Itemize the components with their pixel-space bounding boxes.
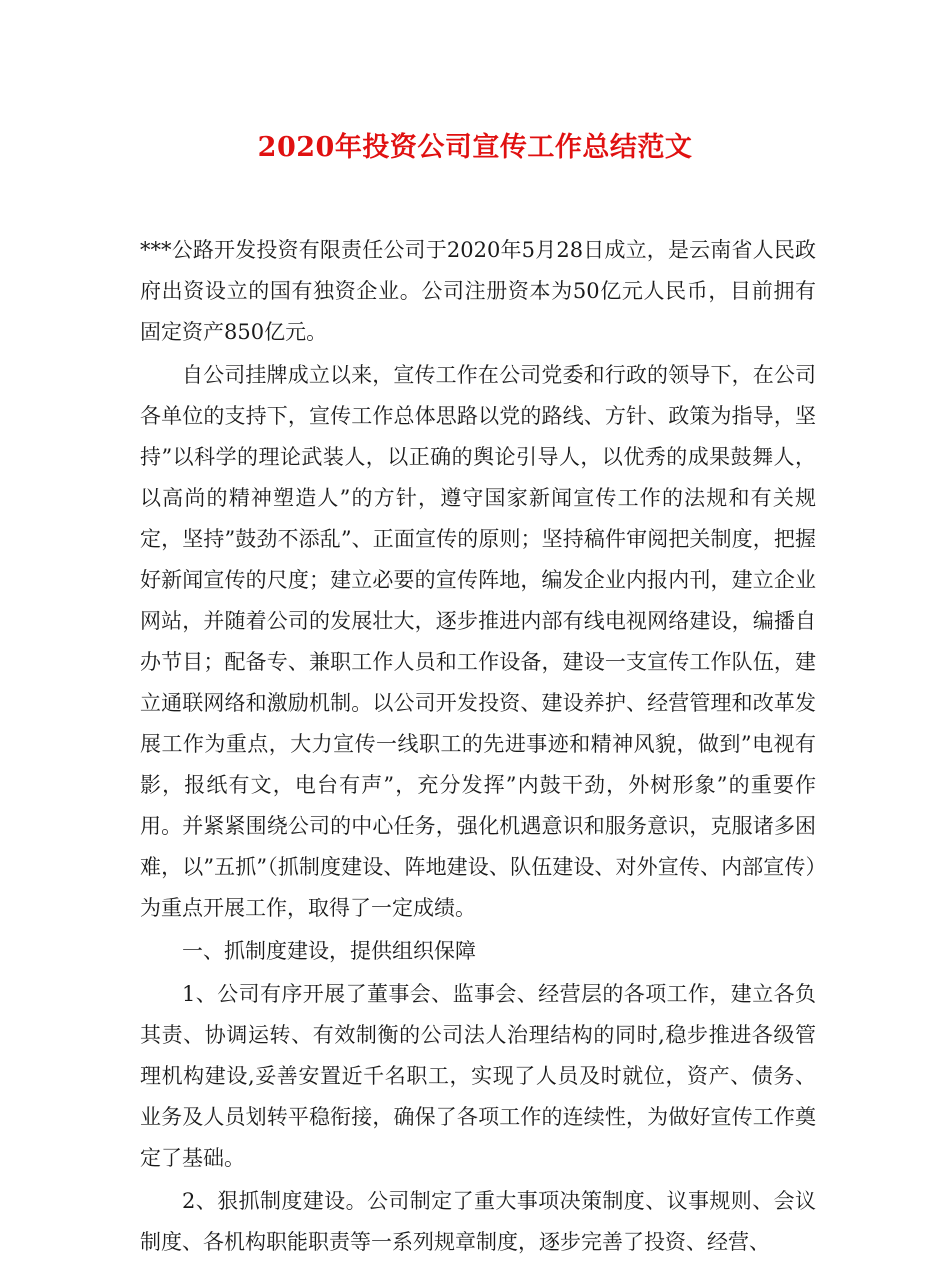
paragraph-item-1: 1、公司有序开展了董事会、监事会、经营层的各项工作，建立各负其责、协调运转、有效制衡的公司法人治理结构的同时,稳步推进各级管理机构建设,妥善安置近千名职工，实现了人员及时就位，资产、债务、业务及人员划转平稳衔接，确保了各项工作的连续性，为做好宣传工作奠定了基础。 <box>140 982 816 1170</box>
section-heading-system-building: 一、抓制度建设，提供组织保障 <box>182 939 476 963</box>
document-body <box>140 230 816 1265</box>
paragraph-company-intro: ***公路开发投资有限责任公司于2020年5月28日成立，是云南省人民政府出资设立的国有独资企业。公司注册资本为50亿元人民币，目前拥有固定资产850亿元。 <box>140 238 816 344</box>
paragraph-item-2: 2、狠抓制度建设。公司制定了重大事项决策制度、议事规则、会议制度、各机构职能职责等一系列规章制度，逐步完善了投资、经营、 <box>140 1189 816 1254</box>
paragraph-publicity-overview: 自公司挂牌成立以来，宣传工作在公司党委和行政的领导下，在公司各单位的支持下，宣传工作总体思路以党的路线、方针、政策为指导，坚持”以科学的理论武装人，以正确的舆论引导人，以优秀的成果鼓舞人，以高尚的精神塑造人”的方针，遵守国家新闻宣传工作的法规和有关规定，坚持”鼓劲不添乱”、正面宣传的原则；坚持稿件审阅把关制度，把握好新闻宣传的尺度；建立必要的宣传阵地，编发企业内报内刊，建立企业网站，并随着公司的发展壮大，逐步推进内部有线电视网络建设，编播自办节目；配备专、兼职工作人员和工作设备，建设一支宣传工作队伍，建立通联网络和激励机制。以公司开发投资、建设养护、经营管理和改革发展工作为重点，大力宣传一线职工的先进事迹和精神风貌，做到”电视有影，报纸有文，电台有声”，充分发挥”内鼓干劲，外树形象”的重要作用。并紧紧围绕公司的中心任务，强化机遇意识和服务意识，克服诸多困难，以”五抓”（抓制度建设、阵地建设、队伍建设、对外宣传、内部宣传）为重点开展工作，取得了一定成绩。 <box>140 363 816 920</box>
document-title: 2020年投资公司宣传工作总结范文 <box>257 132 693 163</box>
